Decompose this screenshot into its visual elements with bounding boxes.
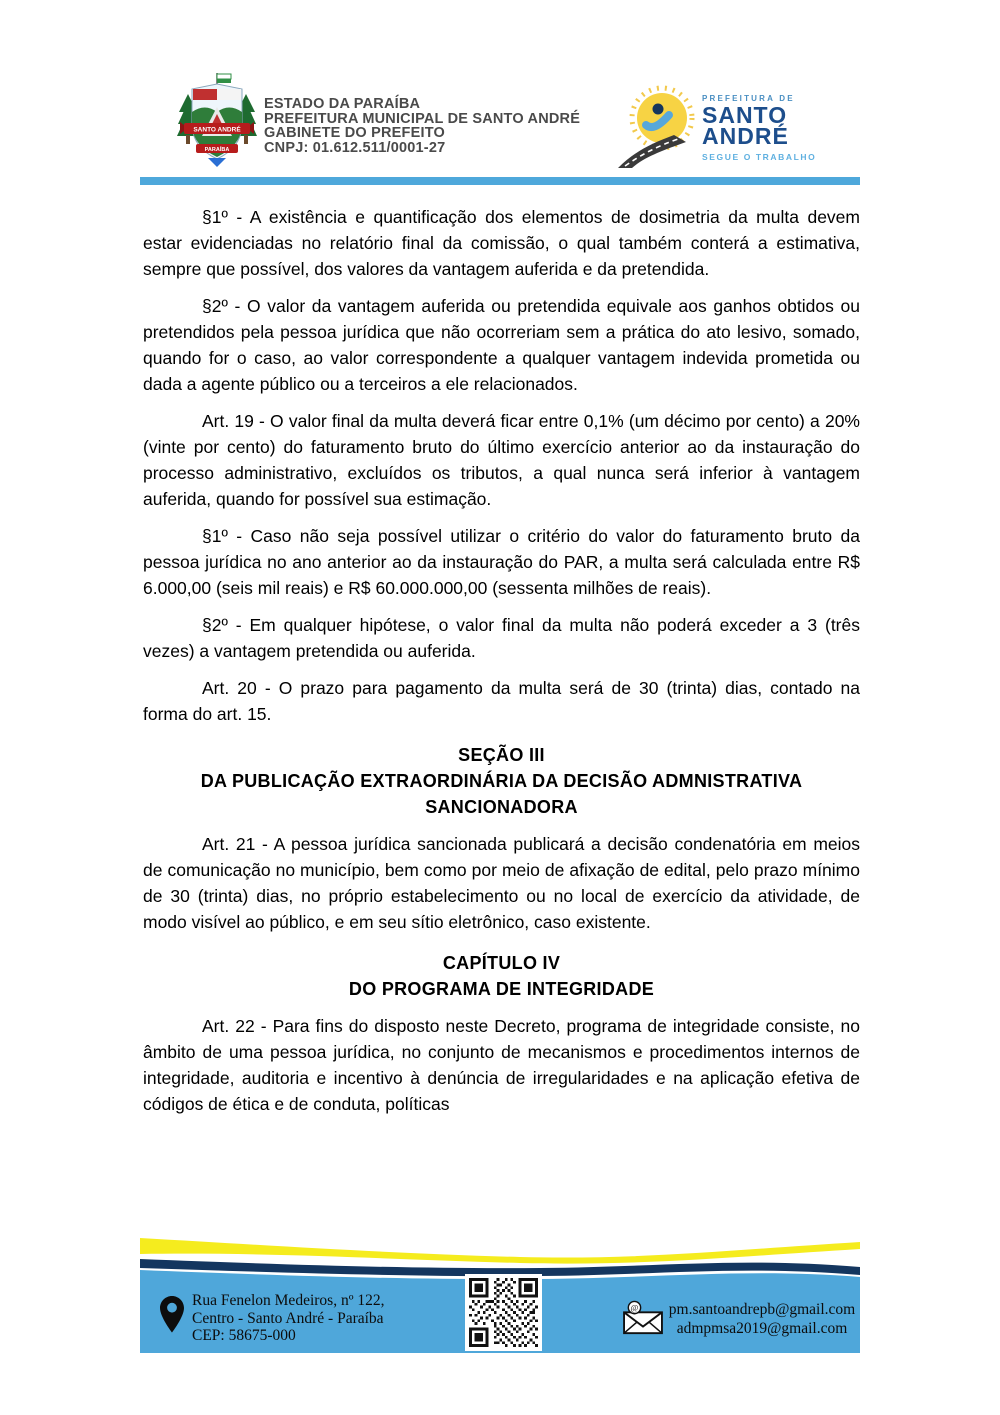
logo-city-line: ANDRÉ <box>702 123 789 149</box>
paragraph: §1º - Caso não seja possível utilizar o critério do valor do faturamento bruto da pessoa jurídica no ano anterior ao da instauração do PAR, a multa será calculada entre R$ 6.000,00 (seis mil reais) e R$ 60.000.000,00 (sessenta milhões de reais). <box>143 526 860 598</box>
coat-of-arms-icon <box>176 72 258 173</box>
paragraph: Art. 22 - Para fins do disposto neste Decreto, programa de integridade consiste, no âmbito de uma pessoa jurídica, no conjunto de mecanismos e procedimentos internos de integridade, auditoria e incentivo à denúncia de irregularidades e na aplicação efetiva de códigos de ética e de conduta, políticas <box>143 1016 860 1114</box>
paragraph: §2º - Em qualquer hipótese, o valor final da multa não poderá exceder a 3 (três vezes) a vantagem pretendida ou auferida. <box>143 615 860 661</box>
paragraph: §2º - O valor da vantagem auferida ou pretendida equivale aos ganhos obtidos ou pretendidos pela pessoa jurídica que não ocorreriam sem a prática do ato lesivo, somado, quando for o caso, ao valor correspondente a qualquer vantagem indevida prometida ou dada a agente público ou a terceiros a ele relacionados. <box>143 296 860 394</box>
qr-code <box>465 1274 542 1351</box>
section-heading <box>143 742 860 820</box>
address-line: Centro - Santo André - Paraíba <box>192 1309 384 1327</box>
city-logo-text <box>702 84 816 162</box>
address-line: CEP: 58675-000 <box>192 1327 296 1344</box>
chapter-heading <box>143 950 860 1002</box>
location-pin-icon <box>160 1296 184 1338</box>
org-line: ESTADO DA PARAÍBA <box>264 96 421 112</box>
heading-line: SEÇÃO III <box>458 745 545 765</box>
city-logo <box>618 84 816 168</box>
document-body <box>143 204 860 1117</box>
header-divider-bar <box>140 177 860 185</box>
crest-state-banner: PARAÍBA <box>204 147 230 153</box>
heading-line: DO PROGRAMA DE INTEGRIDADE <box>348 979 655 999</box>
svg-text:@: @ <box>630 1302 639 1313</box>
paragraph: Art. 19 - O valor final da multa deverá ficar entre 0,1% (um décimo por cento) a 20% (vinte por cento) do faturamento bruto do último exercício anterior ao da instauração do processo administrativo, excluídos os tributos, a qual nunca será inferior à vantagem auferida, quando for possível sua estimação. <box>143 411 860 509</box>
email-envelope-icon <box>622 1300 664 1341</box>
crest-city-banner: SANTO ANDRÉ <box>193 126 241 134</box>
org-line: GABINETE DO PREFEITO <box>264 125 445 142</box>
logo-slogan: SEGUE O TRABALHO <box>702 152 817 162</box>
sun-road-icon <box>618 84 696 168</box>
paragraph: §1º - A existência e quantificação dos elementos de dosimetria da multa devem estar evidenciadas no relatório final da comissão, o qual também conterá a estimativa, sempre que possível, dos valores da vantagem auferida e da pretendida. <box>143 207 860 279</box>
heading-line: DA PUBLICAÇÃO EXTRAORDINÁRIA DA DECISÃO ADMNISTRATIVA <box>200 771 803 791</box>
logo-city-line: SANTO <box>702 102 788 128</box>
email-line: admpmsa2019@gmail.com <box>676 1320 848 1337</box>
footer-address <box>192 1292 385 1345</box>
email-line: pm.santoandrepb@gmail.com <box>668 1301 856 1318</box>
org-line: CNPJ: 01.612.511/0001-27 <box>264 139 446 156</box>
logo-prefix: PREFEITURA DE <box>702 94 795 103</box>
footer-emails <box>664 1300 860 1338</box>
paragraph: Art. 20 - O prazo para pagamento da multa será de 30 (trinta) dias, contado na forma do art. 15. <box>143 678 860 724</box>
heading-line: SANCIONADORA <box>425 797 578 817</box>
address-line: Rua Fenelon Medeiros, nº 122, <box>192 1292 385 1309</box>
heading-line: CAPÍTULO IV <box>442 953 561 973</box>
org-line: PREFEITURA MUNICIPAL DE SANTO ANDRÉ <box>264 110 581 127</box>
header-org-block <box>264 97 604 155</box>
paragraph: Art. 21 - A pessoa jurídica sancionada publicará a decisão condenatória em meios de comunicação no município, bem como por meio de afixação de edital, pelo prazo mínimo de 30 (trinta) dias, no próprio estabelecimento ou no local de exercício da atividade, de modo visível ao público, e em seu sítio eletrônico, caso existente. <box>143 834 860 932</box>
